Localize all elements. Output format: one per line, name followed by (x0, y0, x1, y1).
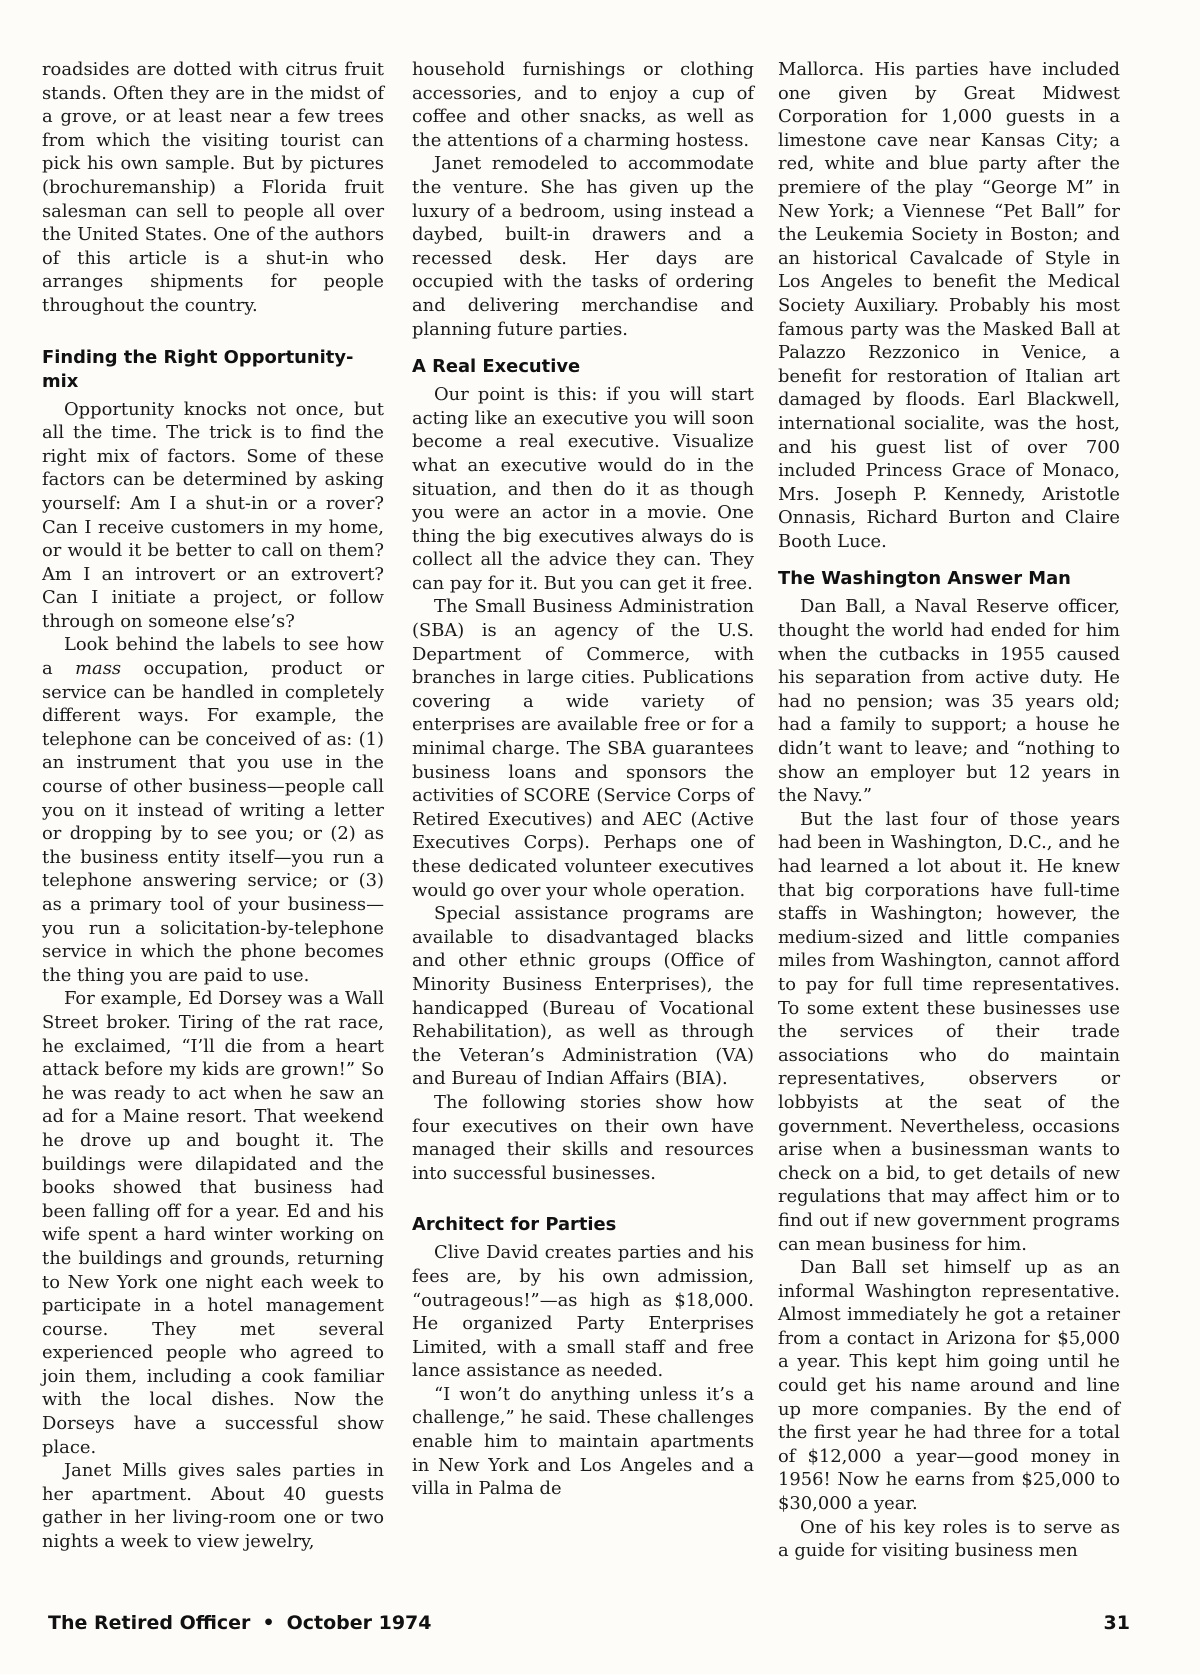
section-heading-architect-for-parties: Architect for Parties (412, 1214, 617, 1236)
publication-name: The Retired Officer (48, 1612, 251, 1634)
section-heading-opportunity-mix: Finding the Right Opportunity-mix (42, 346, 354, 392)
paragraph: Look behind the labels to see how a mass occupation, product or service can be handled in completely different ways. For example, the telephone can be conceived of as: (1) an instrument that you use in the course of other business—people call you on it instead of writing a letter or dropping by to see you; or (2) as the business entity itself—you run a telephone answering service; or (3) as a primary tool of your business—you run a solicitation-by-telephone service in which the phone becomes the thing you are paid to use. (42, 634, 384, 986)
column-2 (412, 58, 754, 1501)
paragraph: The following stories show how four executives on their own have managed their skills and resources into successful businesses. (412, 1091, 754, 1184)
issue-date: October 1974 (286, 1612, 432, 1634)
paragraph: Special assistance programs are available to disadvantaged blacks and other ethnic groups (Office of Minority Business Enterprises), the handicapped (Bureau of Vocational Rehabilitation), as well as through the Veteran’s Administration (VA) and Bureau of Indian Affairs (BIA). (412, 903, 754, 1090)
bullet-separator: • (262, 1612, 275, 1634)
paragraph: Our point is this: if you will start acting like an executive you will soon become a real executive. Visualize what an executive would do in the situation, and then do it as though you were an actor in a movie. One thing the big executives always do is collect all the advice they can. They can pay for it. But you can get it free. (412, 384, 754, 594)
paragraph: For example, Ed Dorsey was a Wall Street broker. Tiring of the rat race, he exclaimed, “I’ll die from a heart attack before my kids are grown!” So he was ready to act when he saw an ad for a Maine resort. That weekend he drove up and bought it. The buildings were dilapidated and the books showed that business had been falling off for a year. Ed and his wife spent a hard winter working on the buildings and grounds, returning to New York one night each week to participate in a hotel management course. They met several experienced people who agreed to join them, including a cook familiar with the local dishes. Now the Dorseys have a successful show place. (42, 988, 384, 1458)
paragraph: Clive David creates parties and his fees are, by his own admission, “outrageous!”—as high as $18,000. He organized Party Enterprises Limited, with a small staff and free lance assistance as needed. (412, 1242, 754, 1382)
paragraph: Janet Mills gives sales parties in her apartment. About 40 guests gather in her living-room one or two nights a week to view jewelry, (42, 1460, 384, 1553)
paragraph: Dan Ball set himself up as an informal Washington representative. Almost immediately he got a retainer from a contact in Arizona for $5,000 a year. This kept him going until he could get his name around and line up more companies. By the end of the first year he had three for a total of $12,000 a year—good money in 1956! Now he earns from $25,000 to $30,000 a year. (778, 1257, 1120, 1515)
paragraph: roadsides are dotted with citrus fruit stands. Often they are in the midst of a grove, or at least near a few trees from which the visiting tourist can pick his own sample. But by pictures (brochuremanship) a Florida fruit salesman can sell to people all over the United States. One of the authors of this article is a shut-in who arranges shipments for people throughout the country. (42, 59, 384, 316)
paragraph: household furnishings or clothing accessories, and to enjoy a cup of coffee and other snacks, as well as the attentions of a charming hostess. (412, 59, 754, 151)
paragraph: Janet remodeled to accommodate the venture. She has given up the luxury of a bedroom, using instead a daybed, built-in drawers and a recessed desk. Her days are occupied with the tasks of ordering and delivering merchandise and planning future parties. (412, 153, 754, 340)
paragraph: One of his key roles is to serve as a guide for visiting business men (778, 1516, 1120, 1562)
paragraph: The Small Business Administration (SBA) is an agency of the U.S. Department of Commerce, with branches in large cities. Publications covering a wide variety of enterprises are available free or for a minimal charge. The SBA guarantees business loans and sponsors the activities of SCORE (Service Corps of Retired Executives) and AEC (Active Executives Corps). Perhaps one of these dedicated volunteer executives would go over your whole operation. (412, 596, 754, 901)
emphasis-mass: mass (75, 658, 122, 680)
page-number: 31 (1103, 1612, 1130, 1634)
column-1 (42, 58, 384, 1554)
section-heading-real-executive: A Real Executive (412, 356, 581, 378)
paragraph: Opportunity knocks not once, but all the time. The trick is to find the right mix of factors. Some of these factors can be determined by asking yourself: Am I a shut-in or a rover? Can I receive customers in my home, or would it be better to call on them? Am I an introvert or an extrovert? Can I initiate a project, or follow through on someone else’s? (42, 398, 384, 632)
section-heading-washington-answer-man: The Washington Answer Man (778, 568, 1071, 590)
paragraph: But the last four of those years had been in Washington, D.C., and he had learned a lot about it. He knew that big corporations have full-time staffs in Washington; however, the medium-sized and little companies miles from Washington, cannot afford to pay for full time representatives. To some extent these businesses use the services of their trade associations who do maintain representatives, observers or lobbyists at the seat of the government. Nevertheless, occasions arise when a businessman wants to check on a bid, to get details of new regulations that may affect him or to find out if new government programs can mean business for him. (778, 808, 1120, 1255)
paragraph: Dan Ball, a Naval Reserve officer, thought the world had ended for him when the cutbacks in 1955 caused his separation from active duty. He had no pension; was 35 years old; had a family to support; a house he didn’t want to leave; and “nothing to show an employer but 12 years in the Navy.” (778, 596, 1120, 807)
paragraph: “I won’t do anything unless it’s a challenge,” he said. These challenges enable him to maintain apartments in New York and Los Angeles and a villa in Palma de (412, 1383, 754, 1500)
footer-publication-line (48, 1612, 432, 1634)
column-3 (778, 58, 1120, 1563)
paragraph: Mallorca. His parties have included one given by Great Midwest Corporation for 1,000 guests in a limestone cave near Kansas City; a red, white and blue party after the premiere of the play “George M” in New York; a Viennese “Pet Ball” for the Leukemia Society in Boston; and an historical Cavalcade of Style in Los Angeles to benefit the Medical Society Auxiliary. Probably his most famous party was the Masked Ball at Palazzo Rezzonico in Venice, a benefit for restoration of Italian art damaged by floods. Earl Blackwell, international socialite, was the host, and his guest list of over 700 included Princess Grace of Monaco, Mrs. Joseph P. Kennedy, Aristotle Onnasis, Richard Burton and Claire Booth Luce. (778, 59, 1120, 552)
